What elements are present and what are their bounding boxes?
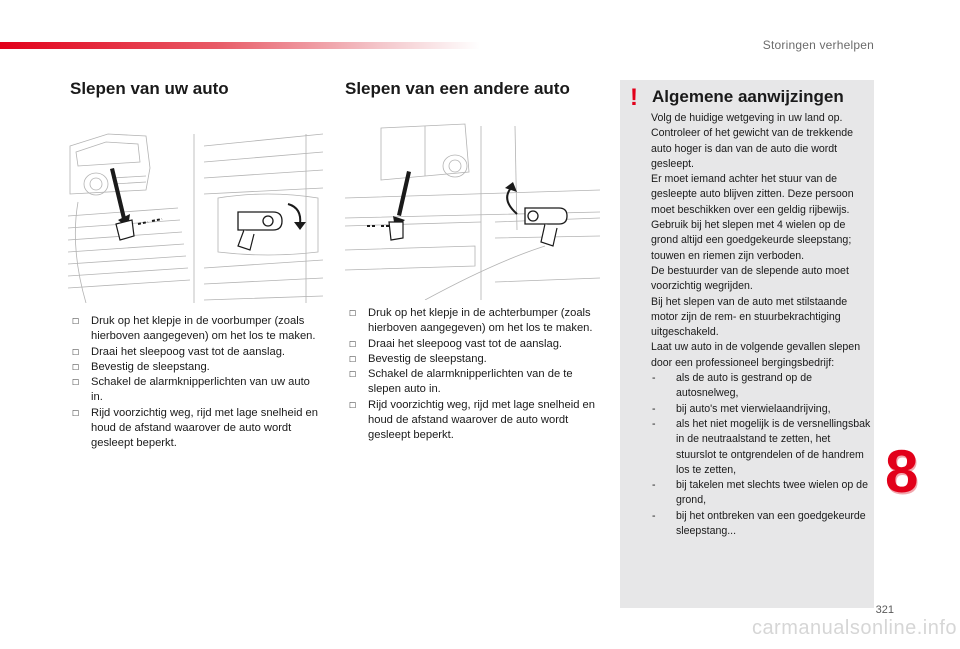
note-paragraph: Bij het slepen van de auto met stilstaande motor zijn de rem- en stuurbekrachtiging uitgeschakeld. [651,295,848,339]
other-car-title: Slepen van een andere auto [345,79,570,98]
checkbox-bullet-icon: ☐ [72,408,80,418]
checkbox-bullet-icon: ☐ [349,339,357,349]
note-paragraph: Volg de huidige wetgeving in uw land op. [651,112,843,124]
list-item: - als de auto is gestrand op de autosnelweg, [652,372,813,400]
list-item: - bij takelen met slechts twee wielen op de grond, [652,479,868,507]
own-car-steps [70,314,324,452]
general-notes-title: Algemene aanwijzingen [652,87,844,106]
checkbox-bullet-icon: ☐ [72,347,80,357]
towing-cases-list [651,371,871,539]
checkbox-bullet-icon: ☐ [349,309,357,318]
note-paragraph: Controleer of het gewicht van de trekkende auto hoger is dan van de auto die wordt gesleept. [651,127,853,170]
checkbox-bullet-icon: ☐ [72,362,80,372]
step-item: ☐ Druk op het klepje in de achterbumper (zoals hierboven aangegeven) om het los te maken. [349,307,593,335]
step-item: ☐ Druk op het klepje in de voorbumper (zoals hierboven aangegeven) om het los te maken. [72,315,316,343]
general-notes-body [651,111,871,539]
warning-icon: ! [630,84,638,111]
note-paragraph: Er moet iemand achter het stuur van de gesleepte auto blijven zitten. Deze persoon moet beschikken over een geldig rijbewijs. [651,173,854,216]
step-item: ☐ Draai het sleepoog vast tot de aanslag. [70,345,324,360]
step-item: ☐ Rijd voorzichtig weg, rijd met lage snelheid en houd de afstand waarover de auto wordt gesleept beperkt. [349,398,595,442]
step-item: ☐ Schakel de alarmknipperlichten van uw auto in. [72,376,310,404]
page-number: 321 [875,604,894,616]
step-item: ☐ Bevestig de sleepstang. [70,360,324,375]
checkbox-bullet-icon: ☐ [72,317,80,326]
top-accent-bar [0,42,480,49]
checkbox-bullet-icon: ☐ [349,400,357,410]
rear-bumper-tow-eye-illustration [345,122,600,300]
list-item: - bij het ontbreken van een goedgekeurde sleepstang... [652,509,866,538]
step-item: ☐ Draai het sleepoog vast tot de aanslag. [347,337,601,352]
step-item: ☐ Schakel de alarmknipperlichten van de te slepen auto in. [349,368,573,396]
section-title: Storingen verhelpen [762,38,874,52]
checkbox-bullet-icon: ☐ [72,378,80,388]
other-car-steps [347,306,601,444]
own-car-title: Slepen van uw auto [70,79,229,98]
watermark: carmanualsonline.info [751,617,957,639]
checkbox-bullet-icon: ☐ [349,354,357,364]
chapter-number: 8 [885,438,919,505]
step-item: ☐ Bevestig de sleepstang. [347,352,601,367]
note-paragraph: De bestuurder van de slepende auto moet voorzichtig wegrijden. [651,264,849,293]
front-bumper-tow-eye-illustration [68,128,323,303]
note-paragraph: Laat uw auto in de volgende gevallen slepen door een professioneel bergingsbedrijf: [651,341,861,369]
step-item: ☐ Rijd voorzichtig weg, rijd met lage snelheid en houd de afstand waarover de auto wordt gesleept beperkt. [72,406,318,450]
note-paragraph: Gebruik bij het slepen met 4 wielen op de grond altijd een goedgekeurde sleepstang; touwen en riemen zijn verboden. [651,219,852,262]
list-item: - als het niet mogelijk is de versnellingsbak in de neutraalstand te zetten, het stuurslot te ontgrendelen of de handrem los te zetten, [652,417,871,476]
list-item: - bij auto's met vierwielaandrijving, [652,402,831,415]
general-notes-panel [620,80,874,608]
checkbox-bullet-icon: ☐ [349,370,357,380]
